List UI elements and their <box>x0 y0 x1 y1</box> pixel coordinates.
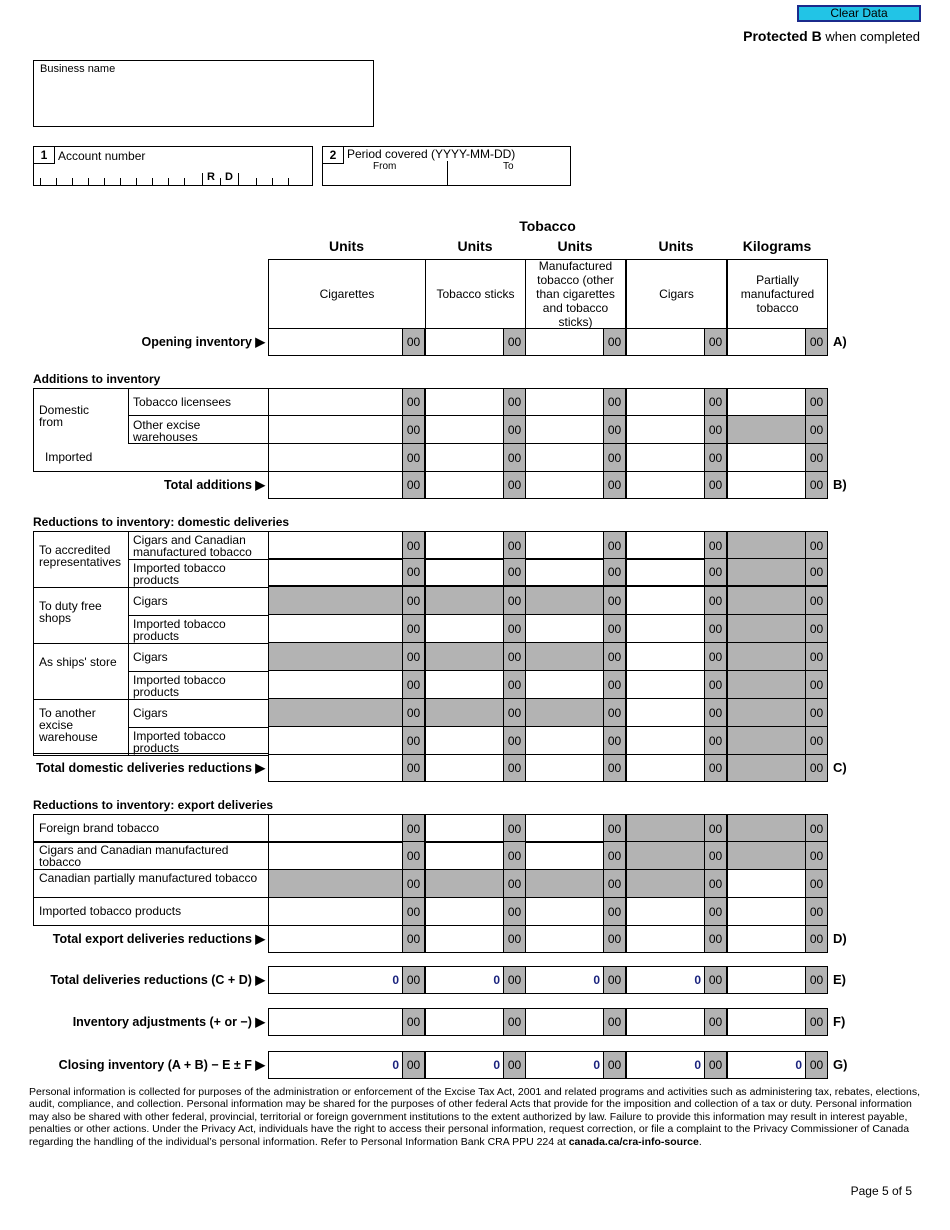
amount-input[interactable] <box>626 925 705 953</box>
column-unit: Units <box>329 238 364 254</box>
row-letter: F) <box>833 1014 846 1029</box>
item-label: Imported tobacco products <box>133 617 226 643</box>
cents-cell: 00 <box>805 614 828 643</box>
amount-input[interactable] <box>268 814 403 843</box>
cents-cell: 00 <box>603 726 626 755</box>
amount-input[interactable] <box>626 754 705 782</box>
cents-cell: 00 <box>503 698 526 727</box>
cents-cell: 00 <box>704 670 727 699</box>
row-letter: G) <box>833 1057 848 1072</box>
cents-cell: 00 <box>402 814 425 843</box>
cents-cell: 00 <box>603 966 626 994</box>
period-covered-field[interactable] <box>322 146 571 186</box>
amount-input[interactable] <box>525 1008 604 1036</box>
cents-cell: 00 <box>704 586 727 615</box>
cents-cell: 00 <box>402 328 425 356</box>
amount-input[interactable]: 0 <box>727 1051 806 1079</box>
cents-cell: 00 <box>603 841 626 870</box>
account-number-field[interactable]: 1 Account number R D <box>33 146 313 186</box>
amount-input[interactable] <box>425 531 504 560</box>
cents-cell: 00 <box>503 966 526 994</box>
amount-input[interactable] <box>626 558 705 586</box>
period-to-label: To <box>503 161 514 172</box>
amount-input <box>727 754 806 782</box>
cents-cell: 00 <box>603 558 626 586</box>
column-header: Tobacco sticks <box>425 259 526 329</box>
cents-cell: 00 <box>805 698 828 727</box>
business-name-label: Business name <box>40 63 116 75</box>
amount-input <box>425 642 504 671</box>
row-letter: E) <box>833 972 846 987</box>
cents-cell: 00 <box>805 925 828 953</box>
total-export-label: Total export deliveries reductions ▶ <box>52 932 265 946</box>
amount-input <box>727 614 806 643</box>
amount-input[interactable] <box>626 642 705 671</box>
period-from-label: From <box>373 161 397 172</box>
cents-cell: 00 <box>704 814 727 843</box>
amount-input[interactable] <box>626 388 705 416</box>
row-letter: C) <box>833 760 847 775</box>
cents-cell: 00 <box>402 869 425 898</box>
amount-input[interactable] <box>525 415 604 444</box>
cents-cell: 00 <box>805 966 828 994</box>
cents-cell: 00 <box>805 531 828 560</box>
amount-input <box>727 531 806 560</box>
amount-input[interactable] <box>525 841 604 870</box>
amount-input <box>727 415 806 444</box>
cents-cell: 00 <box>603 614 626 643</box>
amount-input[interactable] <box>525 897 604 926</box>
amount-input[interactable] <box>268 841 403 870</box>
amount-input[interactable] <box>425 814 504 843</box>
cents-cell: 00 <box>503 726 526 755</box>
amount-input[interactable] <box>626 897 705 926</box>
amount-input[interactable] <box>268 754 403 782</box>
amount-input <box>425 869 504 898</box>
cents-cell: 00 <box>805 443 828 472</box>
amount-input <box>268 586 403 615</box>
amount-input[interactable]: 0 <box>525 966 604 994</box>
row-letter: B) <box>833 477 847 492</box>
amount-input[interactable] <box>268 614 403 643</box>
amount-input[interactable] <box>626 443 705 472</box>
cra-info-link[interactable]: canada.ca/cra-info-source <box>568 1135 699 1148</box>
amount-input <box>525 586 604 615</box>
cents-cell: 00 <box>603 1051 626 1079</box>
total-domestic-label: Total domestic deliveries reductions ▶ <box>36 761 265 775</box>
amount-input[interactable] <box>425 841 504 870</box>
amount-input[interactable] <box>525 670 604 699</box>
amount-input[interactable]: 0 <box>268 1051 403 1079</box>
amount-input[interactable] <box>525 558 604 586</box>
cents-cell: 00 <box>805 471 828 499</box>
export-reductions-title: Reductions to inventory: export deliveries <box>33 798 274 812</box>
amount-input[interactable] <box>525 328 604 356</box>
amount-input[interactable] <box>425 443 504 472</box>
cents-cell: 00 <box>402 531 425 560</box>
amount-input[interactable] <box>268 388 403 416</box>
item-label: Imported tobacco products <box>133 729 226 755</box>
amount-input[interactable] <box>727 471 806 499</box>
additions-title: Additions to inventory <box>33 372 161 386</box>
amount-input[interactable] <box>626 1008 705 1036</box>
cents-cell: 00 <box>503 415 526 444</box>
cents-cell: 00 <box>603 814 626 843</box>
cents-cell: 00 <box>704 415 727 444</box>
cents-cell: 00 <box>402 471 425 499</box>
cents-cell: 00 <box>704 558 727 586</box>
cents-cell: 00 <box>805 558 828 586</box>
amount-input <box>268 642 403 671</box>
amount-input[interactable] <box>268 558 403 586</box>
cents-cell: 00 <box>503 814 526 843</box>
cents-cell: 00 <box>402 966 425 994</box>
cents-cell: 00 <box>402 754 425 782</box>
cents-cell: 00 <box>603 586 626 615</box>
export-item-label: Canadian partially manufactured tobacco <box>39 871 258 885</box>
amount-input[interactable] <box>727 1008 806 1036</box>
cents-cell: 00 <box>402 586 425 615</box>
cents-cell: 00 <box>704 925 727 953</box>
cents-cell: 00 <box>704 698 727 727</box>
cents-cell: 00 <box>805 415 828 444</box>
cents-cell: 00 <box>402 415 425 444</box>
amount-input[interactable] <box>425 614 504 643</box>
column-header: Manufactured tobacco (other than cigarettes and tobacco sticks) <box>525 259 626 329</box>
cents-cell: 00 <box>805 841 828 870</box>
cents-cell: 00 <box>603 328 626 356</box>
amount-input[interactable] <box>626 471 705 499</box>
cents-cell: 00 <box>704 614 727 643</box>
cents-cell: 00 <box>805 754 828 782</box>
amount-input[interactable]: 0 <box>626 966 705 994</box>
cents-cell: 00 <box>805 670 828 699</box>
column-header: Cigarettes <box>268 259 426 329</box>
other-excise-label: Other excise warehouses <box>133 418 201 444</box>
cents-cell: 00 <box>503 841 526 870</box>
privacy-notice: Personal information is collected for purposes of the administration or enforcement of the Excise Tax Act, 2001 and related programs and activities such as administering tax, rebates, elections, audit, compliance, and collection. Personal information may be shared for the purposes of other federal Acts that provide for the imposition and collection of a tax or duty. Personal information may also be shared with other federal, provincial, territorial or foreign government institutions to the extent authorized by law. Failure to provide this information may result in interest payable, penalties or other actions. Under the Privacy Act, individuals have the right to access their personal information, request correction, or file a complaint to the Privacy Commissioner of Canada regarding the handling of the individual’s personal information. Refer to Personal Information Bank CRA PPU 224 at canada.ca/cra-info-source. <box>29 1086 921 1148</box>
total-deliveries-label: Total deliveries reductions (C + D) ▶ <box>50 973 265 987</box>
cents-cell: 00 <box>704 388 727 416</box>
export-item-label: Foreign brand tobacco <box>39 821 160 835</box>
amount-input[interactable] <box>727 328 806 356</box>
amount-input[interactable] <box>268 471 403 499</box>
cents-cell: 00 <box>503 531 526 560</box>
cents-cell: 00 <box>603 754 626 782</box>
amount-input <box>727 558 806 586</box>
amount-input <box>626 814 705 843</box>
amount-input[interactable] <box>425 925 504 953</box>
cents-cell: 00 <box>603 388 626 416</box>
cents-cell: 00 <box>402 614 425 643</box>
amount-input[interactable] <box>525 726 604 755</box>
cents-cell: 00 <box>603 869 626 898</box>
amount-input[interactable] <box>425 471 504 499</box>
amount-input <box>268 869 403 898</box>
amount-input[interactable] <box>727 388 806 416</box>
item-label: Cigars and Canadian manufactured tobacco <box>133 533 252 559</box>
cents-cell: 00 <box>805 814 828 843</box>
page-number: Page 5 of 5 <box>850 1184 912 1198</box>
domestic-reductions-title: Reductions to inventory: domestic deliveries <box>33 515 290 529</box>
amount-input[interactable] <box>727 925 806 953</box>
cents-cell: 00 <box>704 1051 727 1079</box>
amount-input[interactable] <box>727 897 806 926</box>
amount-input <box>425 698 504 727</box>
cents-cell: 00 <box>704 897 727 926</box>
amount-input <box>727 586 806 615</box>
amount-input[interactable]: 0 <box>626 1051 705 1079</box>
cents-cell: 00 <box>402 388 425 416</box>
cents-cell: 00 <box>603 642 626 671</box>
cents-cell: 00 <box>503 754 526 782</box>
row-letter: A) <box>833 334 847 349</box>
cents-cell: 00 <box>503 558 526 586</box>
cents-cell: 00 <box>603 443 626 472</box>
amount-input[interactable] <box>268 531 403 560</box>
cents-cell: 00 <box>402 558 425 586</box>
cents-cell: 00 <box>805 1051 828 1079</box>
cents-cell: 00 <box>603 897 626 926</box>
column-unit: Units <box>658 238 694 254</box>
cents-cell: 00 <box>503 642 526 671</box>
item-label: Cigars <box>133 594 168 608</box>
opening-inventory-label: Opening inventory ▶ <box>141 335 265 349</box>
amount-input[interactable]: 0 <box>425 966 504 994</box>
cents-cell: 00 <box>704 443 727 472</box>
tobacco-heading: Tobacco <box>519 218 576 234</box>
cents-cell: 00 <box>402 841 425 870</box>
amount-input[interactable] <box>626 328 705 356</box>
cents-cell: 00 <box>805 1008 828 1036</box>
group-label: To accredited representatives <box>39 543 122 569</box>
amount-input[interactable] <box>525 388 604 416</box>
amount-input[interactable] <box>525 471 604 499</box>
tobacco-licensees-label: Tobacco licensees <box>133 395 232 409</box>
cents-cell: 00 <box>704 754 727 782</box>
imported-label: Imported <box>45 450 93 464</box>
export-item-label: Cigars and Canadian manufactured tobacco <box>39 843 229 869</box>
column-unit: Kilograms <box>742 238 812 254</box>
group-label: To duty free shops <box>39 599 102 625</box>
amount-input <box>727 726 806 755</box>
cents-cell: 00 <box>603 925 626 953</box>
cents-cell: 00 <box>704 869 727 898</box>
column-unit: Units <box>457 238 493 254</box>
cents-cell: 00 <box>603 471 626 499</box>
cents-cell: 00 <box>402 642 425 671</box>
amount-input[interactable] <box>268 443 403 472</box>
cents-cell: 00 <box>402 897 425 926</box>
cents-cell: 00 <box>704 642 727 671</box>
item-label: Cigars <box>133 650 168 664</box>
cents-cell: 00 <box>503 471 526 499</box>
cents-cell: 00 <box>503 443 526 472</box>
amount-input[interactable] <box>425 388 504 416</box>
total-additions-label: Total additions ▶ <box>163 478 265 492</box>
cents-cell: 00 <box>402 726 425 755</box>
cents-cell: 00 <box>503 614 526 643</box>
cents-cell: 00 <box>402 1008 425 1036</box>
amount-input <box>727 642 806 671</box>
cents-cell: 00 <box>503 586 526 615</box>
amount-input[interactable] <box>268 415 403 444</box>
amount-input[interactable] <box>425 726 504 755</box>
amount-input[interactable] <box>626 726 705 755</box>
amount-input[interactable]: 0 <box>525 1051 604 1079</box>
amount-input[interactable] <box>425 1008 504 1036</box>
column-header: Cigars <box>626 259 727 329</box>
cents-cell: 00 <box>805 869 828 898</box>
amount-input[interactable] <box>425 670 504 699</box>
cents-cell: 00 <box>805 897 828 926</box>
amount-input[interactable] <box>268 897 403 926</box>
cents-cell: 00 <box>805 328 828 356</box>
cents-cell: 00 <box>704 726 727 755</box>
cents-cell: 00 <box>402 670 425 699</box>
business-name-field[interactable] <box>33 60 374 127</box>
cents-cell: 00 <box>503 670 526 699</box>
period-label: Period covered (YYYY-MM-DD) <box>347 147 516 161</box>
cents-cell: 00 <box>704 1008 727 1036</box>
amount-input[interactable] <box>268 726 403 755</box>
amount-input[interactable] <box>525 814 604 843</box>
period-index: 2 <box>323 147 344 164</box>
amount-input <box>727 841 806 870</box>
cents-cell: 00 <box>805 586 828 615</box>
account-number-label: Account number <box>58 149 146 163</box>
amount-input <box>525 698 604 727</box>
cents-cell: 00 <box>503 897 526 926</box>
column-unit: Units <box>557 238 593 254</box>
amount-input[interactable] <box>626 415 705 444</box>
cents-cell: 00 <box>503 869 526 898</box>
amount-input <box>268 698 403 727</box>
cents-cell: 00 <box>704 966 727 994</box>
amount-input <box>626 841 705 870</box>
cents-cell: 00 <box>402 925 425 953</box>
amount-input[interactable] <box>626 670 705 699</box>
export-item-label: Imported tobacco products <box>39 904 182 918</box>
amount-input[interactable] <box>425 558 504 586</box>
amount-input[interactable] <box>268 670 403 699</box>
amount-input[interactable] <box>626 698 705 727</box>
amount-input[interactable] <box>727 966 806 994</box>
cents-cell: 00 <box>603 1008 626 1036</box>
cents-cell: 00 <box>402 1051 425 1079</box>
cents-cell: 00 <box>603 698 626 727</box>
group-label: To another excise warehouse <box>39 706 98 744</box>
amount-input <box>525 869 604 898</box>
amount-input <box>626 869 705 898</box>
amount-input <box>727 698 806 727</box>
protected-b-label: Protected B when completed <box>743 28 920 44</box>
cents-cell: 00 <box>603 670 626 699</box>
cents-cell: 00 <box>805 726 828 755</box>
amount-input[interactable]: 0 <box>425 1051 504 1079</box>
amount-input[interactable] <box>525 531 604 560</box>
domestic-from-label: Domestic from <box>39 403 90 429</box>
cents-cell: 00 <box>503 1008 526 1036</box>
amount-input[interactable] <box>626 586 705 615</box>
amount-input[interactable] <box>727 443 806 472</box>
inventory-adjustments-label: Inventory adjustments (+ or −) ▶ <box>72 1015 265 1029</box>
amount-input[interactable] <box>525 754 604 782</box>
column-header: Partially manufactured tobacco <box>727 259 828 329</box>
row-letter: D) <box>833 931 847 946</box>
amount-input[interactable] <box>268 925 403 953</box>
amount-input[interactable] <box>525 925 604 953</box>
account-number-index: 1 <box>34 147 55 164</box>
amount-input <box>525 642 604 671</box>
amount-input[interactable] <box>425 415 504 444</box>
amount-input[interactable] <box>268 328 403 356</box>
amount-input[interactable] <box>727 869 806 898</box>
amount-input[interactable] <box>425 754 504 782</box>
cents-cell: 00 <box>603 531 626 560</box>
cents-cell: 00 <box>704 841 727 870</box>
cents-cell: 00 <box>805 388 828 416</box>
cents-cell: 00 <box>704 328 727 356</box>
amount-input[interactable] <box>626 614 705 643</box>
closing-inventory-label: Closing inventory (A + B) − E ± F ▶ <box>58 1058 265 1072</box>
cents-cell: 00 <box>503 388 526 416</box>
amount-input[interactable] <box>626 531 705 560</box>
cents-cell: 00 <box>503 1051 526 1079</box>
amount-input[interactable] <box>525 443 604 472</box>
cents-cell: 00 <box>503 925 526 953</box>
clear-data-button[interactable]: Clear Data <box>797 5 921 22</box>
amount-input[interactable] <box>425 897 504 926</box>
item-label: Imported tobacco products <box>133 673 226 699</box>
cents-cell: 00 <box>503 328 526 356</box>
cents-cell: 00 <box>704 531 727 560</box>
item-label: Imported tobacco products <box>133 561 226 587</box>
amount-input <box>727 814 806 843</box>
cents-cell: 00 <box>402 698 425 727</box>
amount-input[interactable] <box>425 328 504 356</box>
amount-input[interactable] <box>525 614 604 643</box>
amount-input <box>727 670 806 699</box>
item-label: Cigars <box>133 706 168 720</box>
group-label: As ships' store <box>39 655 117 669</box>
cents-cell: 00 <box>805 642 828 671</box>
amount-input[interactable] <box>268 1008 403 1036</box>
cents-cell: 00 <box>704 471 727 499</box>
cents-cell: 00 <box>402 443 425 472</box>
amount-input[interactable]: 0 <box>268 966 403 994</box>
amount-input <box>425 586 504 615</box>
cents-cell: 00 <box>603 415 626 444</box>
